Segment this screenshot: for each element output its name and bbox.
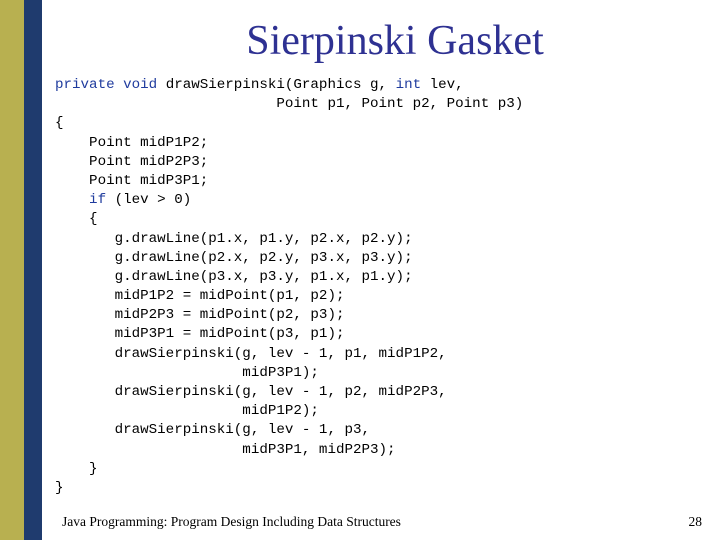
code-text: Point p1, Point p2, Point p3) [55, 96, 524, 113]
left-accent-bar [0, 0, 24, 540]
code-line [55, 306, 523, 325]
code-line [55, 134, 523, 153]
code-text: g.drawLine(p2.x, p2.y, p3.x, p3.y); [55, 249, 413, 266]
code-keyword: int [395, 77, 422, 93]
code-text: midP3P1 = midPoint(p3, p1); [55, 326, 345, 343]
code-line [55, 249, 523, 268]
code-line [55, 153, 523, 172]
code-line [55, 345, 523, 364]
code-line [55, 460, 523, 479]
code-text: drawSierpinski(g, lev - 1, p3, [55, 422, 371, 439]
code-line [55, 402, 523, 421]
code-text: Point midP2P3; [55, 153, 209, 170]
slide-title [42, 14, 720, 68]
code-line [55, 441, 523, 460]
code-keyword: private void [55, 77, 166, 93]
code-line [55, 172, 523, 191]
code-line [55, 95, 523, 114]
code-keyword: if [55, 192, 107, 209]
code-text: } [55, 479, 64, 496]
code-line [55, 479, 523, 498]
slide-title-text: Sierpinski Gasket [246, 18, 544, 64]
code-text: midP2P3 = midPoint(p2, p3); [55, 307, 345, 324]
code-text: { [55, 115, 64, 132]
code-block [55, 76, 523, 498]
code-text: drawSierpinski(g, lev - 1, p2, midP2P3, [55, 384, 447, 400]
code-line [55, 383, 523, 402]
code-text: midP1P2); [55, 403, 319, 420]
code-text: { [55, 211, 98, 228]
code-text: Point midP1P2; [55, 134, 209, 151]
code-line [55, 364, 523, 383]
code-line [55, 76, 523, 95]
code-text: midP1P2 = midPoint(p1, p2); [55, 288, 345, 305]
code-text: (lev > 0) [106, 192, 192, 209]
page-number: 28 [688, 514, 702, 529]
code-text: drawSierpinski(Graphics g, [165, 77, 396, 93]
code-text: Point midP3P1; [55, 172, 209, 189]
code-line [55, 210, 523, 229]
code-line [55, 325, 523, 344]
code-line [55, 421, 523, 440]
code-text: g.drawLine(p3.x, p3.y, p1.x, p1.y); [55, 268, 413, 285]
code-line [55, 287, 523, 306]
code-text: drawSierpinski(g, lev - 1, p1, midP1P2, [55, 345, 447, 362]
code-line [55, 230, 523, 249]
code-line [55, 114, 523, 133]
code-text: lev, [421, 77, 464, 93]
code-text: midP3P1); [55, 364, 319, 381]
code-text: } [55, 460, 98, 477]
left-navy-bar [24, 0, 42, 540]
code-text: midP3P1, midP2P3); [55, 441, 396, 458]
code-text: g.drawLine(p1.x, p1.y, p2.x, p2.y); [55, 230, 413, 247]
code-line [55, 268, 523, 287]
slide-footer: Java Programming: Program Design Including Data Structures [62, 514, 401, 529]
code-line [55, 191, 523, 210]
